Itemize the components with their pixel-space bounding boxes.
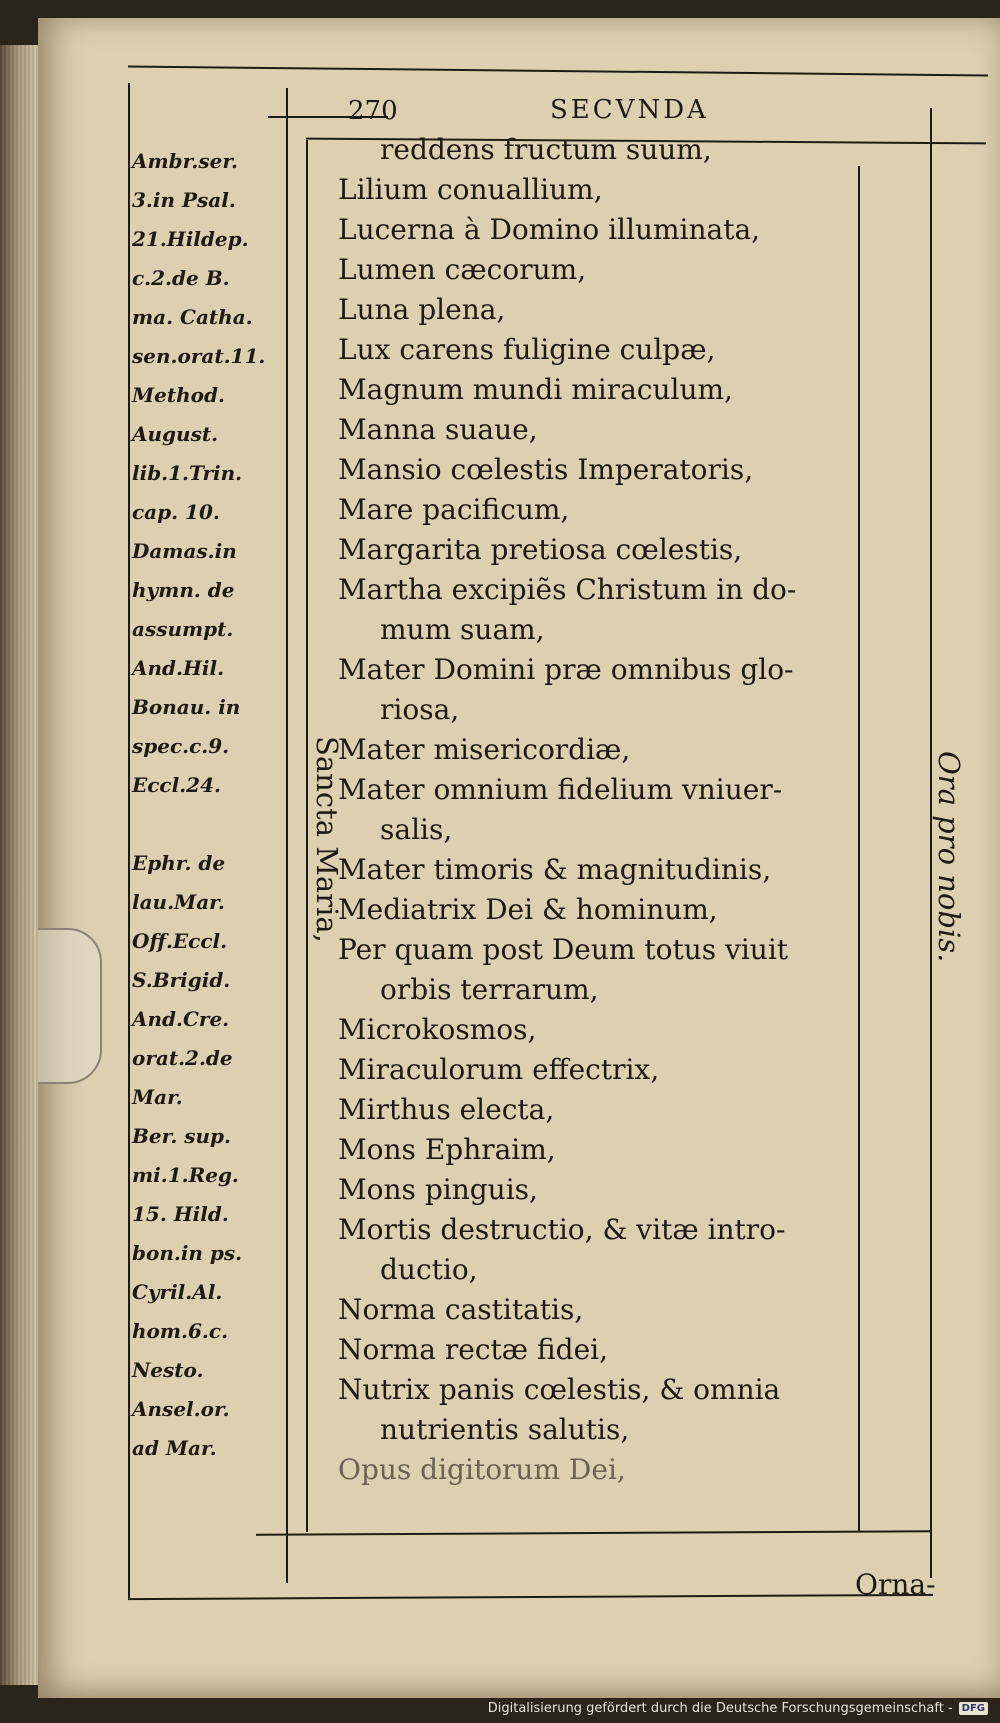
litany-entry: Margarita pretiosa cœlestis, — [338, 533, 743, 566]
litany-entry: orbis terrarum, — [380, 973, 599, 1006]
outer-left-rule — [128, 83, 130, 1598]
litany-entries — [338, 130, 858, 1490]
margin-notes — [132, 142, 284, 1468]
margin-note: lau.Mar. — [132, 890, 225, 914]
margin-note — [132, 805, 284, 844]
litany-entry: Mater misericordiæ, — [338, 733, 631, 766]
margin-note: Damas.in — [132, 539, 237, 563]
margin-note: lib.1.Trin. — [132, 461, 243, 485]
margin-note: Method. — [132, 383, 225, 407]
litany-entry: Lilium conuallium, — [338, 173, 603, 206]
litany-entry: Manna suaue, — [338, 413, 538, 446]
margin-note: bon.in ps. — [132, 1241, 243, 1265]
litany-entry: Norma rectæ fidei, — [338, 1333, 609, 1366]
litany-entry: Mediatrix Dei & hominum, — [338, 893, 718, 926]
margin-note: spec.c.9. — [132, 734, 230, 758]
margin-note: 3.in Psal. — [132, 188, 236, 212]
litany-entry: Martha excipiẽs Christum in do- — [338, 573, 797, 606]
bottom-rule — [128, 1594, 933, 1600]
margin-note: ma. Catha. — [132, 305, 253, 329]
litany-entry: salis, — [380, 813, 453, 846]
digitization-footer — [488, 1699, 988, 1717]
margin-note: hymn. de — [132, 578, 235, 602]
margin-note: 15. Hild. — [132, 1202, 229, 1226]
litany-entry: Nutrix panis cœlestis, & omnia — [338, 1373, 781, 1406]
litany-entry: Mater timoris & magnitudinis, — [338, 853, 772, 886]
litany-entry: Lumen cæcorum, — [338, 253, 587, 286]
litany-entry: mum suam, — [380, 613, 545, 646]
margin-note: Ambr.ser. — [132, 149, 238, 173]
litany-entry: Mortis destructio, & vitæ intro- — [338, 1213, 786, 1246]
margin-note: assumpt. — [132, 617, 234, 641]
margin-note: ad Mar. — [132, 1436, 217, 1460]
litany-entry: Lux carens fuligine culpæ, — [338, 333, 716, 366]
margin-note: S.Brigid. — [132, 968, 231, 992]
litany-entry: Opus digitorum Dei, — [338, 1453, 626, 1486]
margin-note: August. — [132, 422, 219, 446]
margin-note: hom.6.c. — [132, 1319, 229, 1343]
margin-note: cap. 10. — [132, 500, 220, 524]
margin-note: Off.Eccl. — [132, 929, 228, 953]
margin-note: And.Cre. — [132, 1007, 230, 1031]
margin-note: Ansel.or. — [132, 1397, 230, 1421]
vertical-invocation-right: Ora pro nobis. — [932, 751, 966, 963]
notes-divider-rule — [286, 88, 288, 1583]
footer-text: Digitalisierung gefördert durch die Deutsche Forschungsgemeinschaft - — [487, 1700, 953, 1716]
margin-note: Eccl.24. — [132, 773, 221, 797]
dfg-logo: DFG — [959, 1702, 988, 1715]
margin-note: Cyril.Al. — [132, 1280, 223, 1304]
vertical-invocation-left: Sancta Maria, — [310, 736, 344, 943]
text-left-rule — [306, 140, 308, 1532]
book-page — [38, 18, 1000, 1698]
litany-entry: nutrientis salutis, — [380, 1413, 630, 1446]
margin-note: orat.2.de — [132, 1046, 233, 1070]
margin-note: mi.1.Reg. — [132, 1163, 239, 1187]
margin-note: Ephr. de — [132, 851, 226, 875]
litany-entry: Luna plena, — [338, 293, 506, 326]
text-right-rule — [858, 166, 860, 1532]
margin-note: Mar. — [132, 1085, 183, 1109]
text-bottom-rule — [256, 1530, 930, 1536]
top-rule — [128, 65, 988, 76]
litany-entry: Mansio cœlestis Imperatoris, — [338, 453, 754, 486]
litany-entry: Mater Domini præ omnibus glo- — [338, 653, 794, 686]
litany-entry: Magnum mundi miraculum, — [338, 373, 733, 406]
litany-entry: Miraculorum effectrix, — [338, 1053, 660, 1086]
litany-entry: Mons Ephraim, — [338, 1133, 556, 1166]
litany-entry: Mons pinguis, — [338, 1173, 538, 1206]
litany-entry: Mater omnium fidelium vniuer- — [338, 773, 783, 806]
litany-entry: Mirthus electa, — [338, 1093, 555, 1126]
litany-entry: Per quam post Deum totus viuit — [338, 933, 789, 966]
litany-entry: ductio, — [380, 1253, 478, 1286]
litany-entry: Lucerna à Domino illuminata, — [338, 213, 761, 246]
margin-note: 21.Hildep. — [132, 227, 249, 251]
page-number: 270 — [348, 96, 398, 126]
litany-entry: reddens fructum suum, — [380, 133, 712, 166]
margin-note: Ber. sup. — [132, 1124, 232, 1148]
margin-note: Nesto. — [132, 1358, 204, 1382]
litany-entry: riosa, — [380, 693, 460, 726]
margin-note: sen.orat.11. — [132, 344, 266, 368]
catchword: Orna- — [855, 1568, 936, 1601]
litany-entry: Microkosmos, — [338, 1013, 537, 1046]
page-title: SECVNDA — [550, 95, 709, 125]
margin-note: Bonau. in — [132, 695, 241, 719]
margin-note: c.2.de B. — [132, 266, 230, 290]
margin-note: And.Hil. — [132, 656, 225, 680]
litany-entry: Norma castitatis, — [338, 1293, 584, 1326]
bookmark-clip — [38, 928, 102, 1084]
litany-entry: Mare pacificum, — [338, 493, 570, 526]
